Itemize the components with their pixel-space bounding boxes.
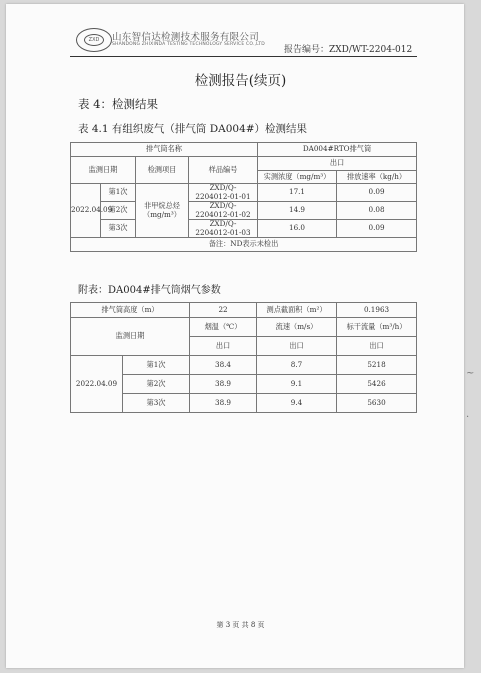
stack-height-label: 排气筒高度（m） (71, 303, 190, 318)
page-title: 检测报告(续页) (194, 73, 287, 89)
flow-cell: 5426 (337, 375, 417, 394)
section-area-label: 测点截面积（m²） (257, 303, 337, 318)
section-area-value: 0.1963 (337, 303, 417, 318)
col-date-header: 监测日期 (71, 157, 136, 184)
col-rate-header: 排放速率（kg/h） (337, 171, 417, 184)
col-temp-header: 烟温（℃） (190, 318, 257, 337)
results-table (70, 142, 417, 252)
stack-name-value: DA004#RTO排气筒 (258, 143, 417, 157)
header-divider (70, 56, 417, 57)
temp-cell: 38.4 (190, 356, 257, 375)
col-conc-header: 实测浓度（mg/m³） (258, 171, 337, 184)
outlet-cell: 出口 (257, 337, 337, 356)
flow-cell: 5218 (337, 356, 417, 375)
scan-edge-mark: · (466, 412, 470, 423)
appendix-caption: 附表：DA004#排气筒烟气参数 (78, 285, 221, 296)
stack-height-value: 22 (190, 303, 257, 318)
temp-cell: 38.9 (190, 375, 257, 394)
col-velocity-header: 流速（m/s） (257, 318, 337, 337)
flow-cell: 5630 (337, 394, 417, 413)
flue-gas-table (70, 302, 417, 413)
company-name-en: SHANDONG ZHIXINDA TESTING TECHNOLOGY SERVICE CO.,LTD (112, 42, 265, 47)
conc-cell: 14.9 (258, 202, 337, 220)
temp-cell: 38.9 (190, 394, 257, 413)
company-logo (76, 28, 112, 52)
rate-cell: 0.08 (337, 202, 417, 220)
date-cell: 2022.04.09 (71, 184, 101, 238)
sample-cell: ZXD/Q-2204012-01-02 (189, 202, 258, 220)
col-item-header: 检测项目 (136, 157, 189, 184)
table-note: 备注：ND表示未检出 (71, 238, 417, 252)
col-flow-header: 标干流量（m³/h） (337, 318, 417, 337)
company-logo-text: ZXD (84, 34, 104, 46)
stack-name-label: 排气筒名称 (71, 143, 258, 157)
scan-edge-mark: ~ (466, 368, 475, 379)
company-name: 山东智信达检测技术服务有限公司 (112, 32, 260, 43)
rate-cell: 0.09 (337, 220, 417, 238)
outlet-cell: 出口 (337, 337, 417, 356)
seq-cell: 第2次 (101, 202, 136, 220)
sample-cell: ZXD/Q-2204012-01-03 (189, 220, 258, 238)
item-cell: 非甲烷总烃（mg/m³） (136, 184, 189, 238)
outlet-cell: 出口 (190, 337, 257, 356)
conc-cell: 17.1 (258, 184, 337, 202)
section-title: 表 4：检测结果 (78, 97, 158, 111)
seq-cell: 第2次 (123, 375, 190, 394)
seq-cell: 第1次 (123, 356, 190, 375)
velocity-cell: 9.1 (257, 375, 337, 394)
sample-cell: ZXD/Q-2204012-01-01 (189, 184, 258, 202)
col-sample-header: 样品编号 (189, 157, 258, 184)
rate-cell: 0.09 (337, 184, 417, 202)
seq-cell: 第1次 (101, 184, 136, 202)
col-outlet-header: 出口 (258, 157, 417, 171)
table1-caption: 表 4.1 有组织废气（排气筒 DA004#）检测结果 (78, 123, 308, 135)
page-footer: 第 3 页 共 8 页 (216, 621, 265, 629)
conc-cell: 16.0 (258, 220, 337, 238)
report-number: 报告编号：ZXD/WT-2204-012 (284, 45, 413, 55)
seq-cell: 第3次 (123, 394, 190, 413)
col-date-header: 监测日期 (71, 318, 190, 356)
date-cell: 2022.04.09 (71, 356, 123, 413)
seq-cell: 第3次 (101, 220, 136, 238)
velocity-cell: 9.4 (257, 394, 337, 413)
velocity-cell: 8.7 (257, 356, 337, 375)
